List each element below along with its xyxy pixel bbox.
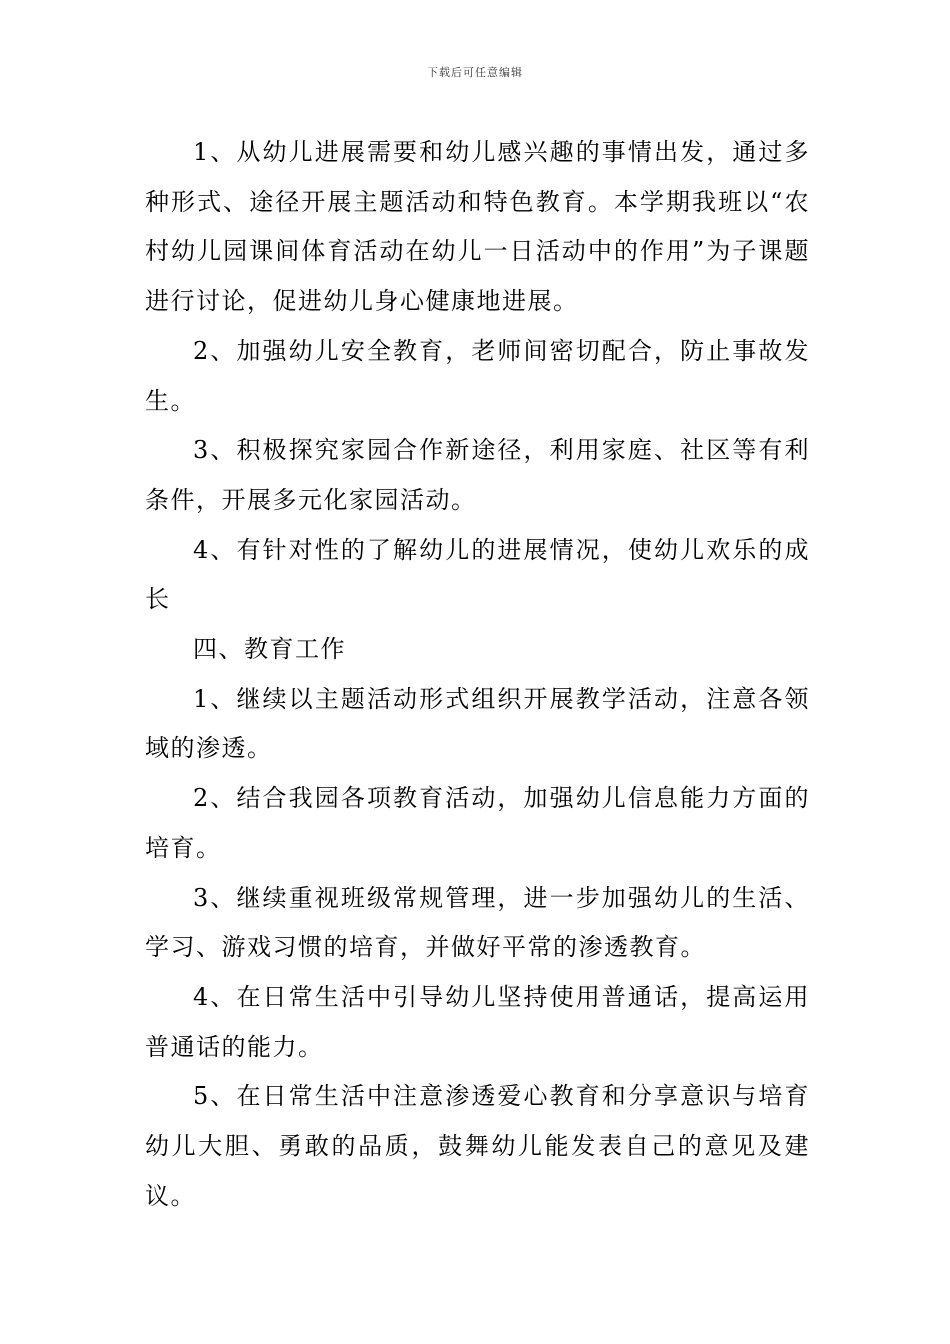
paragraph-1: 1、从幼儿进展需要和幼儿感兴趣的事情出发，通过多种形式、途径开展主题活动和特色教育。本学期我班以“农村幼儿园课间体育活动在幼儿一日活动中的作用”为子课题进行讨论，促进幼儿身心健康地进展。 — [145, 138, 810, 316]
paragraph-7: 3、继续重视班级常规管理，进一步加强幼儿的生活、学习、游戏习惯的培育，并做好平常的渗透教育。 — [145, 883, 810, 962]
paragraph-6: 2、结合我园各项教育活动，加强幼儿信息能力方面的培育。 — [145, 784, 810, 862]
paragraph-4: 4、有针对性的了解幼儿的进展情况，使幼儿欢乐的成长 — [145, 535, 810, 614]
paragraph-5: 1、继续以主题活动形式组织开展教学活动，注意各领域的渗透。 — [145, 684, 810, 763]
paragraph-8: 4、在日常生活中引导幼儿坚持使用普通话，提高运用普通话的能力。 — [145, 982, 810, 1061]
document-body — [145, 128, 810, 1221]
paragraph-9: 5、在日常生活中注意渗透爱心教育和分享意识与培育幼儿大胆、勇敢的品质，鼓舞幼儿能发表自己的意见及建议。 — [145, 1082, 810, 1210]
header-note: 下载后可任意编辑 — [427, 66, 523, 79]
paragraph-2: 2、加强幼儿安全教育，老师间密切配合，防止事故发生。 — [145, 336, 810, 415]
section-heading: 四、教育工作 — [193, 635, 346, 664]
paragraph-3: 3、积极探究家园合作新途径，利用家庭、社区等有利条件，开展多元化家园活动。 — [145, 436, 810, 514]
